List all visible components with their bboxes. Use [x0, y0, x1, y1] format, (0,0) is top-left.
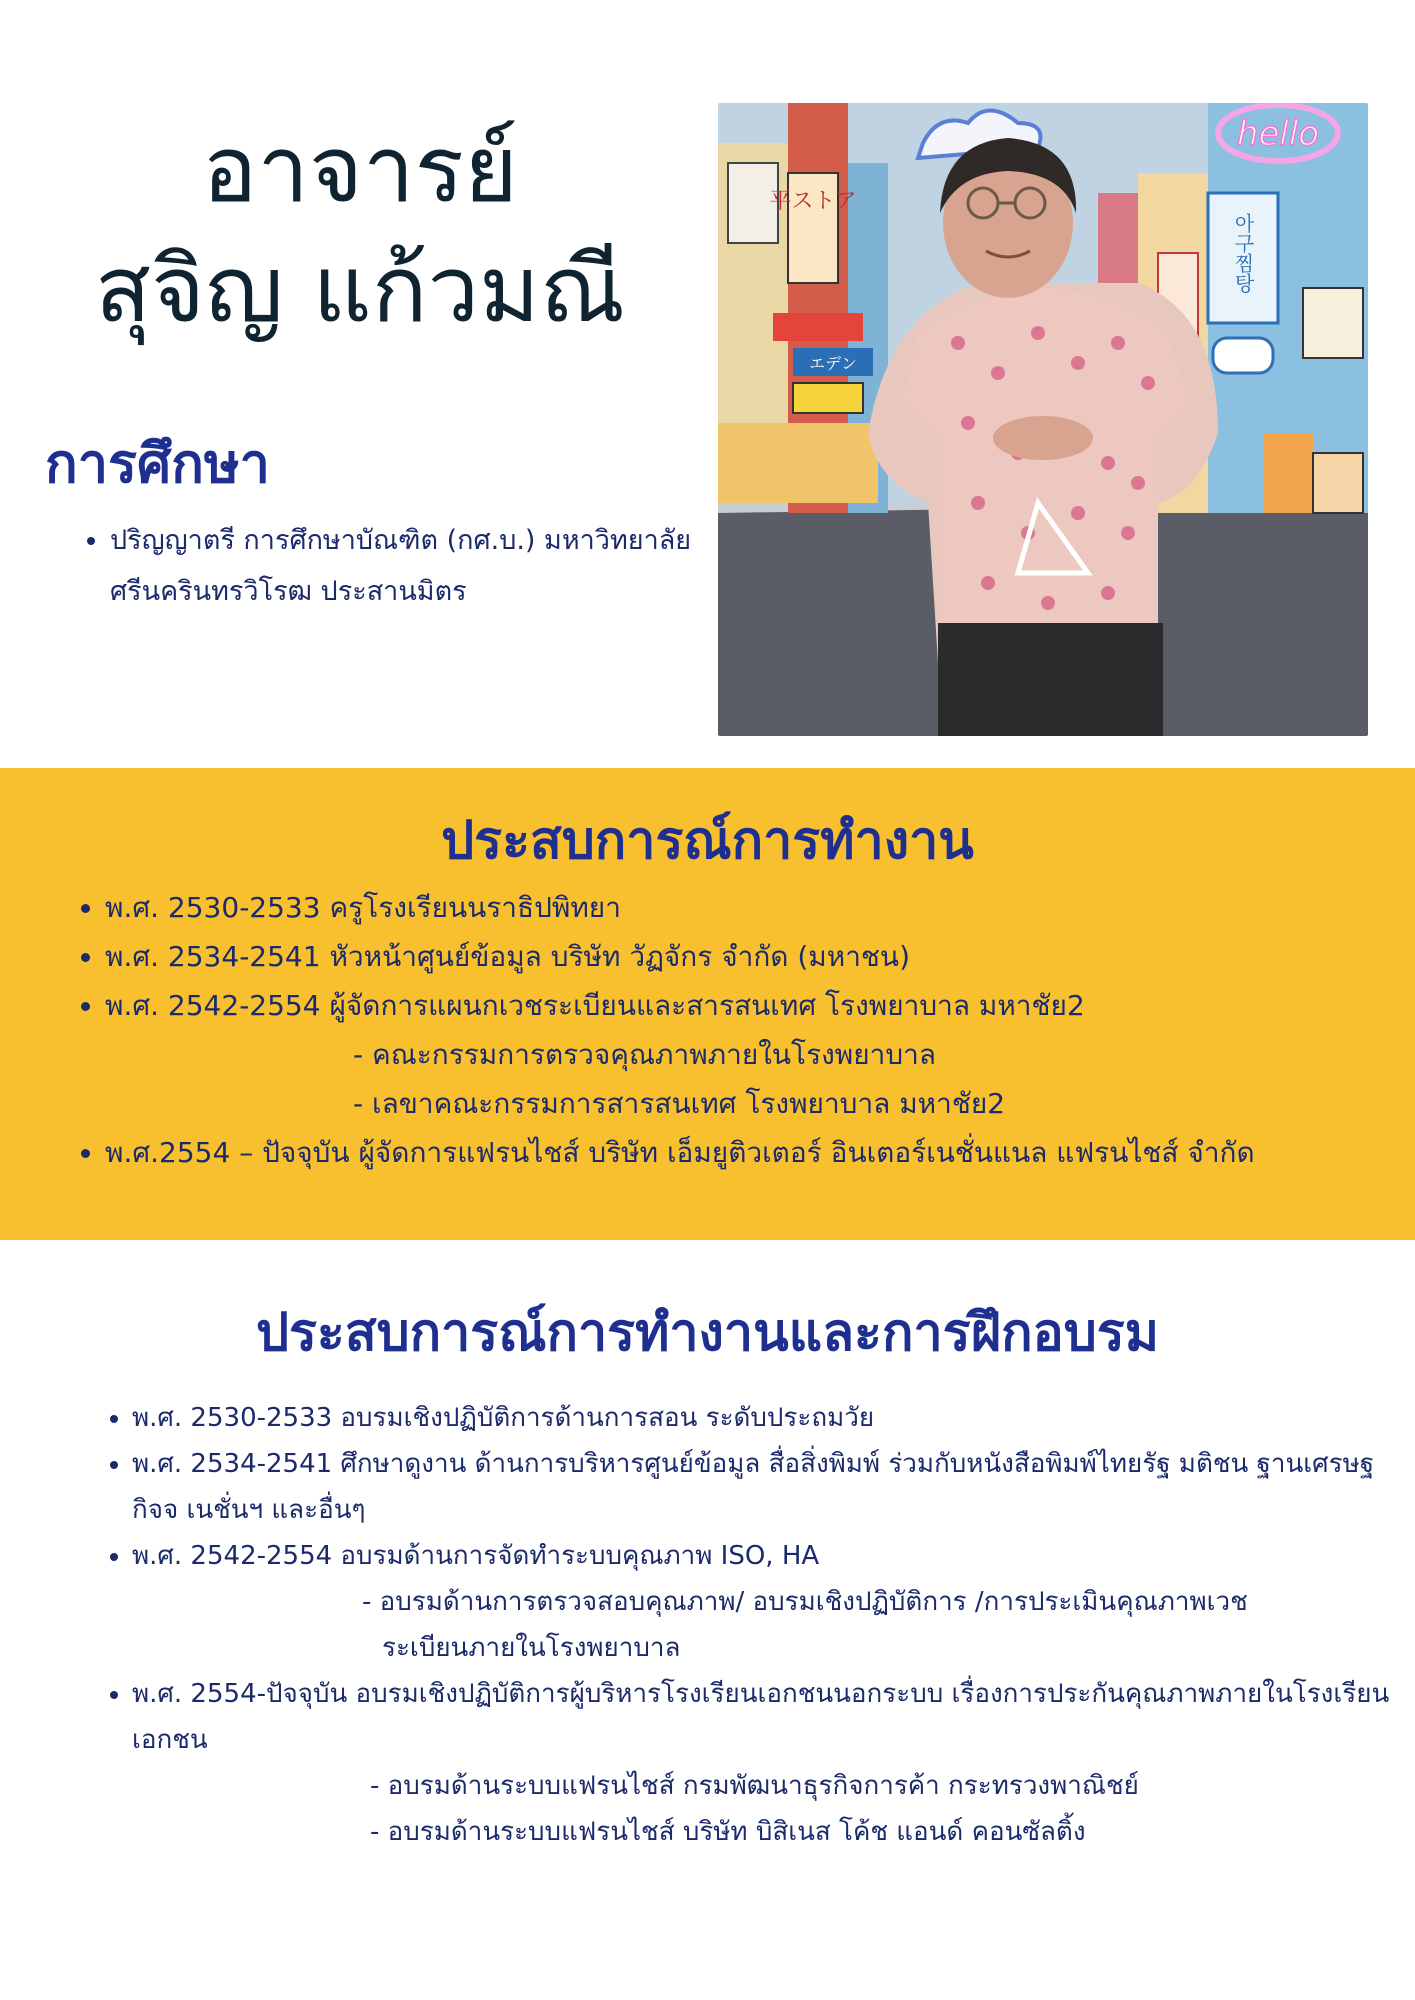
training-item: • พ.ศ. 2542-2554 อบรมด้านการจัดทำระบบคุณภาพ ISO, HA	[132, 1533, 1392, 1579]
work-experience-list	[70, 883, 1405, 1177]
education-heading: การศึกษา	[45, 432, 270, 495]
work-item: • พ.ศ. 2542-2554 ผู้จัดการแผนกเวชระเบียนและสารสนเทศ โรงพยาบาล มหาชัย2	[105, 981, 1405, 1030]
name-title: อาจารย์	[202, 116, 518, 223]
education-item: • ปริญญาตรี การศึกษาบัณฑิต (กศ.บ.) มหาวิทยาลัยศรีนครินทรวิโรฒ ประสานมิตร	[110, 515, 730, 617]
work-subitem: - เลขาคณะกรรมการสารสนเทศ โรงพยาบาล มหาชัย2	[353, 1087, 1006, 1120]
training-item: • พ.ศ. 2554-ปัจจุบัน อบรมเชิงปฏิบัติการผู้บริหารโรงเรียนเอกชนนอกระบบ เรื่องการประกันคุณภาพภายในโรงเรียนเอกชน	[132, 1671, 1392, 1763]
work-item: • พ.ศ. 2534-2541 หัวหน้าศูนย์ข้อมูล บริษัท วัฏจักร จำกัด (มหาชน)	[105, 932, 1405, 981]
neon-sign: hello	[1236, 114, 1320, 154]
training-subitem: - อบรมด้านระบบแฟรนไชส์ กรมพัฒนาธุรกิจการค้า กระทรวงพาณิชย์	[370, 1771, 1139, 1801]
sign-2: エデン	[809, 354, 857, 373]
teacher-photo	[718, 103, 1368, 736]
training-subitem: - อบรมด้านการตรวจสอบคุณภาพ/ อบรมเชิงปฏิบัติการ /การประเมินคุณภาพเวช	[362, 1587, 1248, 1617]
training-heading: ประสบการณ์การทำงานและการฝึกอบรม	[255, 1303, 1160, 1363]
education-list	[80, 515, 730, 617]
training-item: • พ.ศ. 2530-2533 อบรมเชิงปฏิบัติการด้านการสอน ระดับประถมวัย	[132, 1395, 1392, 1441]
training-subitem: ระเบียนภายในโรงพยาบาล	[382, 1633, 681, 1663]
work-experience-heading: ประสบการณ์การทำงาน	[441, 811, 974, 871]
training-subitem: - อบรมด้านระบบแฟรนไชส์ บริษัท บิสิเนส โค้ช แอนด์ คอนซัลติ้ง	[370, 1817, 1086, 1847]
work-item: • พ.ศ.2554 – ปัจจุบัน ผู้จัดการแฟรนไชส์ บริษัท เอ็มยูติวเตอร์ อินเตอร์เนชั่นแนล แฟรนไชส์ จำกัด	[105, 1128, 1405, 1177]
work-item: • พ.ศ. 2530-2533 ครูโรงเรียนนราธิปพิทยา	[105, 883, 1405, 932]
training-item: • พ.ศ. 2534-2541 ศึกษาดูงาน ด้านการบริหารศูนย์ข้อมูล สื่อสิ่งพิมพ์ ร่วมกับหนังสือพิมพ์ไทยรัฐ มติชน ฐานเศรษฐกิจจ เนชั่นฯ และอื่นๆ	[132, 1441, 1392, 1533]
sign-3: 아구찜탕	[1231, 213, 1255, 293]
teacher-name	[40, 110, 680, 350]
sign-1: 平ストア	[769, 189, 857, 214]
work-subitem: - คณะกรรมการตรวจคุณภาพภายในโรงพยาบาล	[353, 1038, 937, 1071]
work-experience-section	[0, 768, 1415, 1240]
training-list	[100, 1395, 1392, 1855]
name-full: สุจิญ แก้วมณี	[94, 236, 626, 343]
